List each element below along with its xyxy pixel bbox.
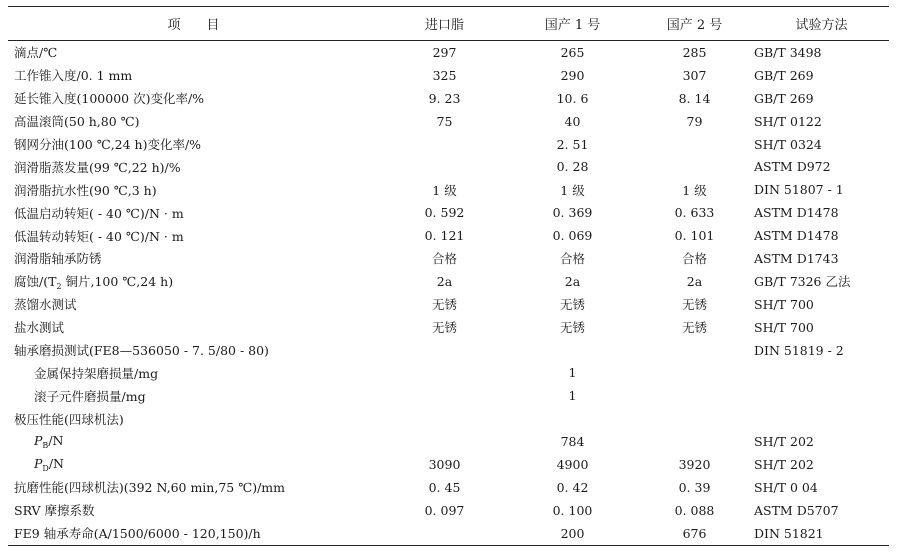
cell-domestic-2: 合格 [681, 251, 707, 267]
cell-method: DIN 51821 [754, 522, 889, 545]
symbol-p: P [34, 455, 43, 471]
cell-method [754, 384, 889, 407]
table-row [8, 499, 889, 522]
row-name: 极压性能(四球机法) [14, 411, 124, 427]
cell-domestic-1: 无锈 [559, 320, 585, 336]
cell-method: SH/T 0 04 [754, 479, 818, 495]
cell-domestic-2: 8. 14 [678, 90, 711, 106]
row-name: FE9 轴承寿命(A/1500/6000 - 120,150)/h [8, 522, 379, 545]
cell-imported [379, 430, 510, 453]
cell-domestic-2 [635, 407, 754, 430]
cell-method: SH/T 700 [754, 319, 814, 335]
cell-domestic-1: 1 [568, 365, 577, 381]
row-name: 滚子元件磨损量/mg [34, 388, 146, 404]
row-name: 滴点/℃ [14, 45, 58, 61]
cell-method: SH/T 0324 [754, 136, 822, 152]
table-row [8, 64, 889, 87]
cell-domestic-2: 307 [682, 67, 707, 83]
cell-method: SH/T 0122 [754, 113, 822, 129]
row-name: SRV 摩擦系数 [14, 503, 95, 519]
cell-method: DIN 51819 - 2 [754, 342, 844, 358]
row-name [8, 453, 379, 476]
row-name: 蒸馏水测试 [14, 297, 77, 313]
cell-domestic-1: 1 级 [560, 182, 585, 198]
row-name: 低温转动转矩( - 40 ℃)/N · m [14, 228, 184, 244]
table-row [8, 224, 889, 247]
table-row [8, 155, 889, 178]
symbol-unit: /N [48, 455, 64, 471]
cell-domestic-2: 79 [686, 113, 703, 129]
cell-domestic-1: 0. 369 [552, 205, 593, 221]
cell-imported: 0. 592 [424, 205, 465, 221]
cell-domestic-2 [635, 384, 754, 407]
cell-method: ASTM D972 [754, 159, 831, 175]
cell-imported: 1 级 [432, 182, 457, 198]
cell-domestic-2: 676 [635, 522, 754, 545]
cell-domestic-1: 4900 [556, 456, 589, 472]
cell-domestic-1 [510, 407, 635, 430]
cell-domestic-1: 200 [510, 522, 635, 545]
table-row [8, 87, 889, 110]
cell-domestic-1: 2. 51 [556, 136, 589, 152]
cell-imported: 0. 097 [424, 502, 465, 518]
table-row [8, 41, 889, 64]
row-name-subscript: 2 [56, 281, 62, 291]
cell-domestic-1: 无锈 [559, 297, 585, 313]
row-name: 润滑脂轴承防锈 [14, 251, 102, 267]
symbol-subscript: D [42, 463, 49, 473]
cell-domestic-2: 0. 633 [674, 205, 715, 221]
cell-domestic-2: 1 级 [682, 182, 707, 198]
cell-domestic-2: 无锈 [681, 297, 707, 313]
row-name: 低温启动转矩( - 40 ℃)/N · m [14, 205, 184, 221]
table-row [8, 178, 889, 201]
cell-imported: 2a [436, 273, 453, 289]
symbol-unit: /N [48, 433, 64, 449]
row-name: 钢网分油(100 ℃,24 h)变化率/% [14, 137, 202, 152]
cell-imported: 297 [432, 44, 457, 60]
row-name: 润滑脂抗水性(90 ℃,3 h) [14, 182, 157, 198]
row-name: 润滑脂蒸发量(99 ℃,22 h)/% [14, 159, 181, 175]
cell-imported: 无锈 [431, 297, 457, 313]
cell-method: ASTM D1743 [754, 250, 839, 266]
table-row [8, 361, 889, 384]
cell-method: GB/T 7326 乙法 [754, 274, 851, 290]
cell-domestic-1: 0. 42 [556, 479, 589, 495]
grease-test-table [8, 6, 889, 546]
cell-method: SH/T 700 [754, 296, 814, 312]
cell-imported: 325 [432, 67, 457, 83]
table-row [8, 407, 889, 430]
cell-imported [379, 155, 510, 178]
table-row [8, 133, 889, 156]
row-name: 轴承磨损测试(FE8—536050 - 7. 5/80 - 80) [14, 343, 269, 359]
cell-imported [379, 361, 510, 384]
cell-imported: 3090 [428, 456, 461, 472]
cell-imported: 0. 45 [428, 479, 461, 495]
table-row [8, 316, 889, 339]
cell-domestic-2 [635, 361, 754, 384]
table-row [8, 453, 889, 476]
cell-imported [379, 133, 510, 156]
row-name [8, 270, 379, 293]
cell-domestic-2 [635, 339, 754, 362]
cell-domestic-1: 10. 6 [556, 90, 589, 106]
header-domestic-2: 国产 2 号 [635, 7, 754, 41]
table-row [8, 522, 889, 545]
row-name: 金属保持架磨损量/mg [34, 365, 159, 381]
cell-domestic-2: 0. 101 [674, 228, 715, 244]
cell-domestic-1: 0. 28 [556, 159, 589, 175]
cell-domestic-2: 无锈 [681, 320, 707, 336]
cell-imported: 0. 121 [424, 228, 465, 244]
row-name: 盐水测试 [14, 320, 65, 336]
row-name: 延长锥入度(100000 次)变化率/% [14, 91, 205, 107]
table-header-row [8, 7, 889, 41]
cell-method [754, 361, 889, 384]
cell-domestic-2: 0. 39 [678, 479, 711, 495]
cell-domestic-2 [635, 430, 754, 453]
table-row [8, 270, 889, 293]
table-row [8, 384, 889, 407]
table-row [8, 476, 889, 499]
cell-method: SH/T 202 [754, 434, 814, 450]
cell-domestic-1 [510, 339, 635, 362]
cell-domestic-1: 0. 100 [552, 502, 593, 518]
cell-method: GB/T 3498 [754, 44, 822, 60]
cell-imported [379, 522, 510, 545]
cell-domestic-1: 290 [560, 67, 585, 83]
header-domestic-1: 国产 1 号 [510, 7, 635, 41]
cell-imported: 9. 23 [428, 90, 461, 106]
cell-method: DIN 51807 - 1 [754, 182, 844, 198]
cell-domestic-1: 40 [564, 113, 581, 129]
cell-domestic-2: 3920 [678, 456, 711, 472]
row-name: 抗磨性能(四球机法)(392 N,60 min,75 ℃)/mm [14, 480, 285, 496]
cell-imported [379, 339, 510, 362]
table-row [8, 339, 889, 362]
cell-method: GB/T 269 [754, 90, 814, 106]
cell-method: ASTM D5707 [754, 502, 839, 518]
symbol-subscript: B [42, 441, 49, 451]
cell-method: ASTM D1478 [754, 205, 839, 221]
header-imported-grease: 进口脂 [379, 7, 510, 41]
row-name: 高温滚筒(50 h,80 ℃) [14, 114, 140, 130]
table-row [8, 430, 889, 453]
symbol-p: P [34, 433, 43, 449]
cell-domestic-2: 285 [682, 44, 707, 60]
cell-imported: 合格 [431, 251, 457, 267]
cell-method: GB/T 269 [754, 67, 814, 83]
header-item: 项 目 [8, 7, 379, 41]
cell-domestic-2: 2a [686, 273, 703, 289]
cell-domestic-2 [635, 133, 754, 156]
table-row [8, 247, 889, 270]
row-name-suffix: 铜片,100 ℃,24 h) [61, 273, 174, 289]
table-row [8, 293, 889, 316]
table-row [8, 110, 889, 133]
cell-domestic-1: 0. 069 [552, 228, 593, 244]
cell-domestic-2 [635, 155, 754, 178]
cell-domestic-2: 0. 088 [674, 502, 715, 518]
header-test-method: 试验方法 [754, 7, 889, 41]
cell-method [754, 407, 889, 430]
cell-domestic-1: 265 [560, 44, 585, 60]
cell-domestic-1: 784 [560, 434, 585, 450]
row-name [8, 430, 379, 453]
cell-method: ASTM D1478 [754, 228, 839, 244]
cell-imported: 75 [436, 113, 453, 129]
cell-domestic-1: 合格 [559, 251, 585, 267]
cell-method: SH/T 202 [754, 456, 814, 472]
cell-imported [379, 384, 510, 407]
row-name-prefix: 腐蚀/(T [14, 273, 57, 289]
cell-domestic-1: 2a [564, 273, 581, 289]
row-name: 工作锥入度/0. 1 mm [14, 68, 133, 84]
cell-domestic-1: 1 [568, 388, 577, 404]
cell-imported: 无锈 [431, 320, 457, 336]
cell-imported [379, 407, 510, 430]
table-row [8, 201, 889, 224]
